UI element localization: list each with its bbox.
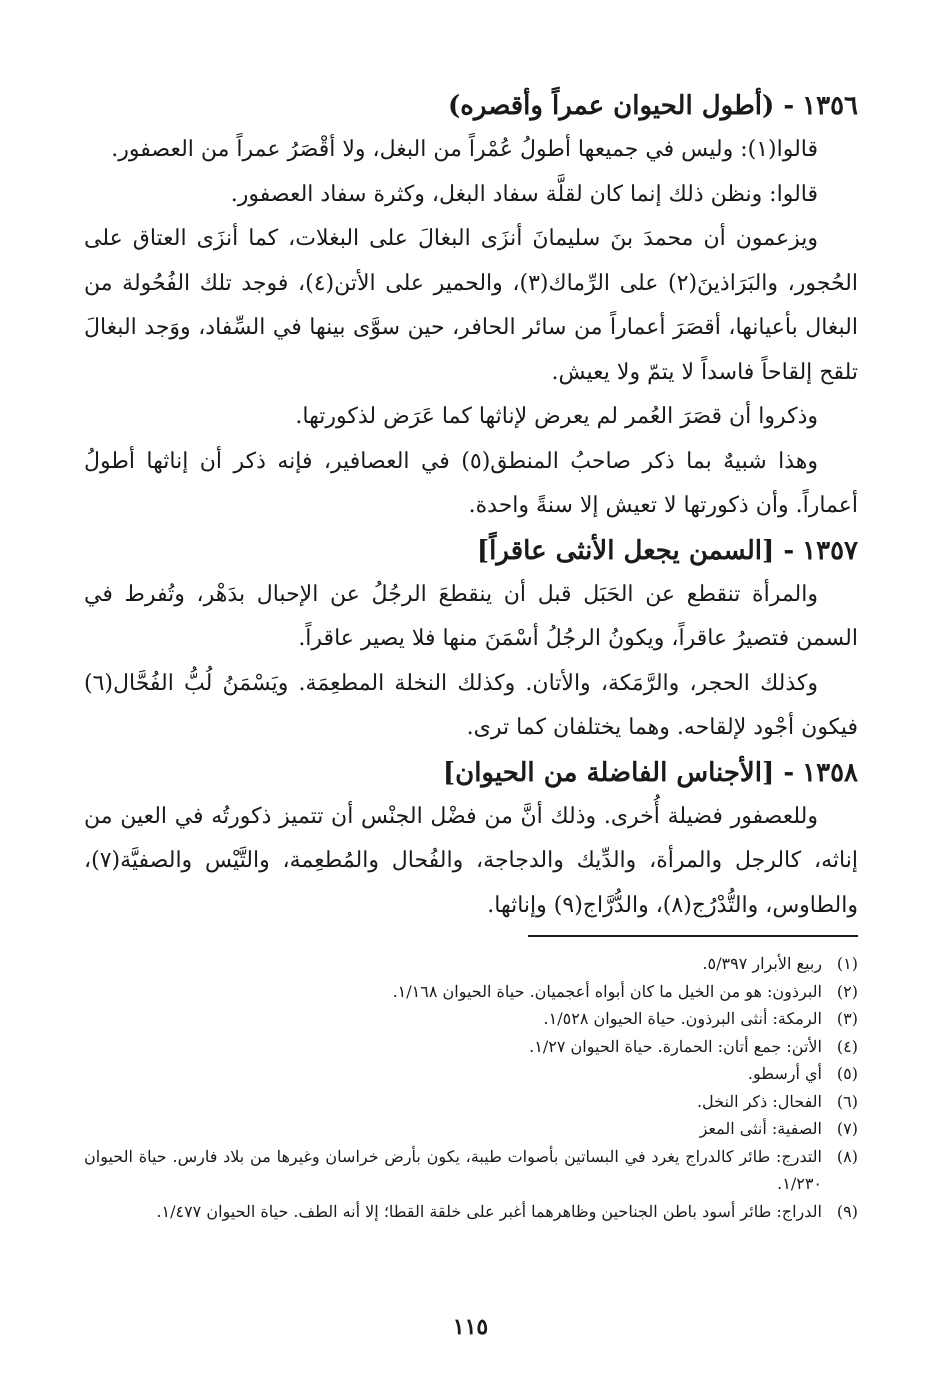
footnote-text: الصفية: أنثى المعز (699, 1119, 822, 1138)
footnote-text: الدراج: طائر أسود باطن الجناحين وظاهرهما أغبر على خلقة القطا؛ إلا أنه الطف. حياة الحيوان ١/٤٧٧. (156, 1201, 822, 1221)
footnote (84, 1060, 858, 1088)
footnote-separator (528, 935, 858, 937)
section-title: - [الأجناس الفاضلة من الحيوان] (442, 757, 795, 788)
main-text-column (84, 84, 858, 928)
page-number: ١١٥ (452, 1314, 489, 1340)
footnote (84, 1005, 858, 1033)
footnote (84, 978, 858, 1006)
footnote-number: (٧) (836, 1119, 858, 1138)
footnote (84, 1088, 858, 1116)
section-number: ١٣٥٨ (802, 757, 858, 788)
footnote-number: (٩) (836, 1201, 858, 1221)
footnote-text: التدرج: طائر كالدراج يغرد في البساتين بأصوات طيبة، يكون بأرض خراسان وغيرها من بلاد فارس. حياة الحيوان ١/٢٣٠. (84, 1146, 822, 1193)
section-number: ١٣٥٦ (802, 91, 858, 121)
footnote-text: الرمكة: أنثى البرذون. حياة الحيوان ١/٥٢٨. (543, 1009, 822, 1028)
paragraph: والمرأة تنقطع عن الحَبَل قبل أن ينقطعَ الرجُلُ عن الإحبال بدَهْر، وتُفرط في السمن فتصيرُ عاقراً، ويكونُ الرجُلُ أسْمَنَ منها فلا يصير عاقراً. (84, 581, 858, 651)
section-heading-1357 (84, 529, 858, 573)
section-number: ١٣٥٧ (802, 535, 858, 566)
footnote (84, 1198, 858, 1226)
paragraph: قالوا: ونظن ذلك إنما كان لقلَّة سفاد البغل، وكثرة سفاد العصفور. (230, 181, 818, 207)
paragraph: قالوا(١): وليس في جميعها أطولُ عُمْراً من البغل، ولا أقْصَرُ عمراً من العصفور. (111, 137, 818, 162)
footnote (84, 1143, 858, 1198)
footnote-number: (١) (836, 954, 858, 973)
section-heading-1356 (84, 84, 858, 128)
footnote-text: أي أرسطو. (747, 1064, 822, 1083)
footnote-number: (٣) (836, 1009, 858, 1028)
footnotes (84, 950, 858, 1225)
footnote-text: ربيع الأبرار ٥/٣٩٧. (702, 954, 822, 973)
footnote-number: (٦) (836, 1091, 858, 1111)
paragraph: وذكروا أن قصَرَ العُمر لم يعرض لإناثها كما عَرَض لذكورتها. (295, 404, 818, 429)
footnote (84, 950, 858, 978)
footnote-number: (٨) (836, 1146, 858, 1166)
footnote-number: (٤) (836, 1036, 858, 1056)
paragraph: وكذلك الحجر، والرَّمَكة، والأتان. وكذلك النخلة المطعِمَة. ويَسْمَنُ لُبُّ الفُحَّال(٦) فيكون أجْود لإلقاحه. وهما يختلفان كما ترى. (84, 670, 858, 740)
footnote (84, 1033, 858, 1061)
footnote (84, 1115, 858, 1143)
section-heading-1358 (84, 751, 858, 795)
footnote-text: الأتن: جمع أتان: الحمارة. حياة الحيوان ١/٢٧. (529, 1036, 822, 1056)
footnote-number: (٥) (836, 1064, 858, 1083)
paragraph: وهذا شبيهٌ بما ذكر صاحبُ المنطق(٥) في العصافير، فإنه ذكر أن إناثها أطولُ أعماراً. وأن ذكورتها لا تعيش إلا سنةً واحدة. (84, 448, 858, 518)
paragraph: وللعصفور فضيلة أُخرى. وذلك أنَّ من فضْل الجنْس أن تتميز ذكورتُه في العين من إناثه، كالرجل والمرأة، والدِّيك والدجاجة، والفُحال والمُطعِمة، والتَّيْس والصفيَّة(٧)، والطاوس، والتُّدْرُج(٨)، والدُّرَّاج(٩) وإناثها. (84, 803, 858, 918)
footnote-number: (٢) (836, 981, 858, 1001)
footnote-text: الفحال: ذكر النخل. (696, 1091, 822, 1111)
footnote-text: البرذون: هو من الخيل ما كان أبواه أعجميان. حياة الحيوان ١/١٦٨. (392, 981, 822, 1001)
section-title: - (أطول الحيوان عمراً وأقصره) (447, 91, 795, 121)
paragraph: ويزعمون أن محمدَ بنَ سليمانَ أنزَى البغالَ على البغلات، كما أنزَى العتاق على الحُجور، والبَرَاذينَ(٢) على الرِّماك(٣)، والحمير على الأتن(٤)، فوجد تلك الفُحُولة من البغال بأعيانها، أقصَرَ أعماراً من سائر الحافر، حين سوَّى بينها في السِّفاد، ووَجد البغالَ تلقح إلقاحاً فاسداً لا يتمّ ولا يعيش. (84, 226, 858, 385)
section-title: - [السمن يجعل الأنثى عاقراً] (476, 535, 795, 566)
